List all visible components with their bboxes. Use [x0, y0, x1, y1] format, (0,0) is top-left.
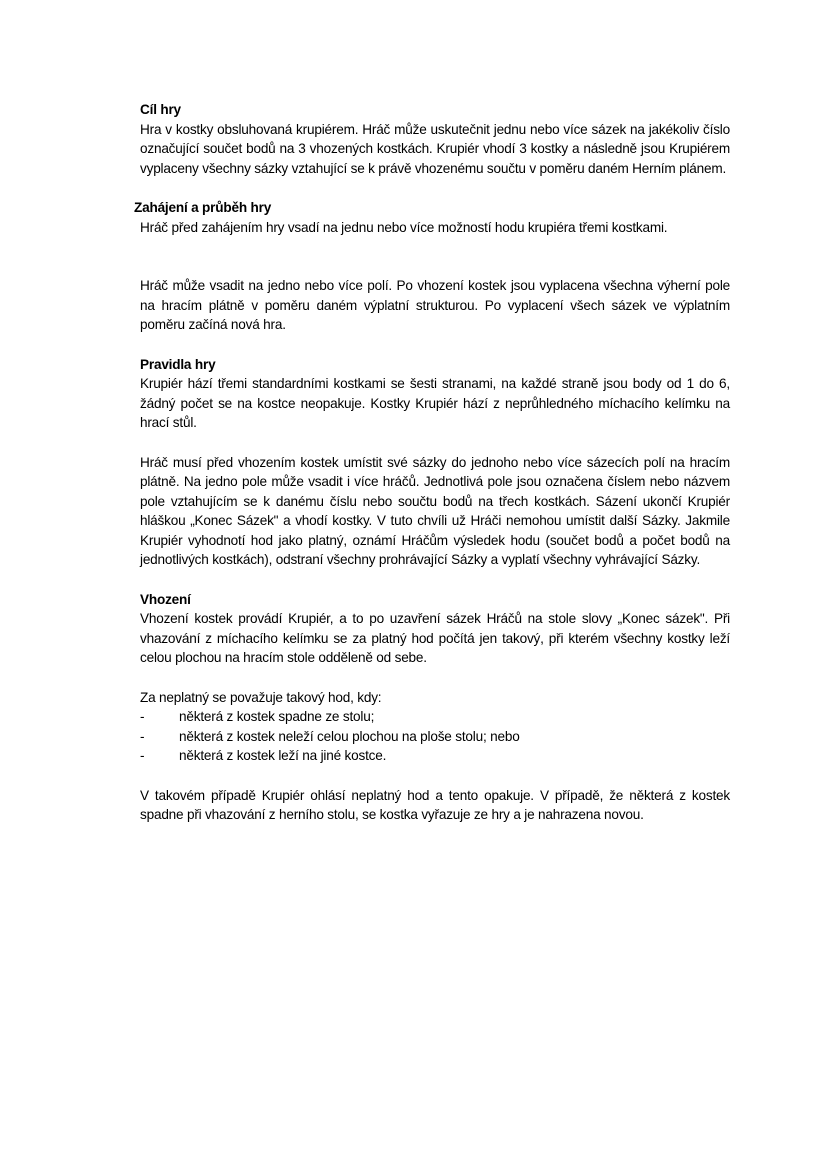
section-heading: Pravidla hry: [140, 356, 216, 372]
list-item-text: některá z kostek leží na jiné kostce.: [179, 748, 387, 764]
spacer: [140, 433, 730, 453]
list-item-text: některá z kostek spadne ze stolu;: [179, 709, 375, 725]
spacer: [140, 766, 730, 786]
document-page: [134, 100, 730, 825]
paragraph: Hráč před zahájením hry vsadí na jednu nebo více možností hodu krupiéra třemi kostkami.: [140, 219, 668, 235]
section-pravidla-hry: [140, 355, 730, 571]
list-item-text: některá z kostek neleží celou plochou na ploše stolu; nebo: [179, 728, 520, 744]
spacer: [140, 668, 730, 688]
paragraph: Za neplatný se považuje takový hod, kdy:: [140, 689, 382, 705]
paragraph: Hráč musí před vhozením kostek umístit své sázky do jednoho nebo více sázecích polí na hracím plátně. Na jedno pole může vsadit i více hráčů. Jednotlivá pole jsou označena číslem nebo názvem pole vztahujícím se k danému číslu nebo součtu bodů na třech kostkách. Sázení ukončí Krupiér hláškou „Konec Sázek" a vhodí kostky. V tuto chvíli už Hráči nemohou umístit další Sázky. Jakmile Krupiér vyhodnotí hod jako platný, oznámí Hráčům výsledek hodu (součet bodů a počet bodů na jednotlivých kostkách), odstraní všechny prohrávající Sázky a vyplatí všechny vyhrávající Sázky.: [140, 454, 730, 568]
section-vhozeni: [140, 590, 730, 825]
paragraph: V takovém případě Krupiér ohlásí neplatný hod a tento opakuje. V případě, že některá z kostek spadne při vhazování z herního stolu, se kostka vyřazuje ze hry a je nahrazena novou.: [140, 787, 730, 823]
spacer: [140, 178, 730, 198]
section-zahajeni-a-prubeh-hry: [134, 198, 730, 335]
paragraph: Hráč může vsadit na jedno nebo více polí. Po vhození kostek jsou vyplacena všechna výherní pole na hracím plátně v poměru daném výplatní strukturou. Po vyplacení všech sázek ve výplatním poměru začíná nová hra.: [140, 278, 730, 333]
section-cil-hry: [140, 100, 730, 178]
invalid-throw-list: [140, 707, 730, 766]
list-item: [140, 707, 730, 727]
paragraph: Vhození kostek provádí Krupiér, a to po uzavření sázek Hráčů na stole slovy „Konec sázek". Při vhazování z míchacího kelímku se za platný hod počítá jen takový, při kterém všechny kostky leží celou plochou na hracím stole odděleně od sebe.: [140, 611, 730, 666]
dash-bullet-icon: -: [140, 748, 145, 764]
spacer: [140, 237, 730, 276]
list-item: [140, 727, 730, 747]
spacer: [140, 335, 730, 355]
paragraph: Hra v kostky obsluhovaná krupiérem. Hráč může uskutečnit jednu nebo více sázek na jakékoliv číslo označující součet bodů na 3 vhozených kostkách. Krupiér vhodí 3 kostky a následně jsou Krupiérem vyplaceny všechny sázky vztahující se k právě vhozenému součtu v poměru daném Herním plánem.: [140, 121, 730, 176]
list-item: [140, 746, 730, 766]
dash-bullet-icon: -: [140, 709, 145, 725]
section-heading: Vhození: [140, 591, 191, 607]
section-heading: Cíl hry: [140, 102, 181, 117]
dash-bullet-icon: -: [140, 728, 145, 744]
section-heading: Zahájení a průběh hry: [134, 199, 272, 215]
paragraph: Krupiér hází třemi standardními kostkami se šesti stranami, na každé straně jsou body od 1 do 6, žádný počet se na kostce neopakuje. Kostky Krupiér hází z neprůhledného míchacího kelímku na hrací stůl.: [140, 376, 730, 431]
spacer: [140, 570, 730, 590]
